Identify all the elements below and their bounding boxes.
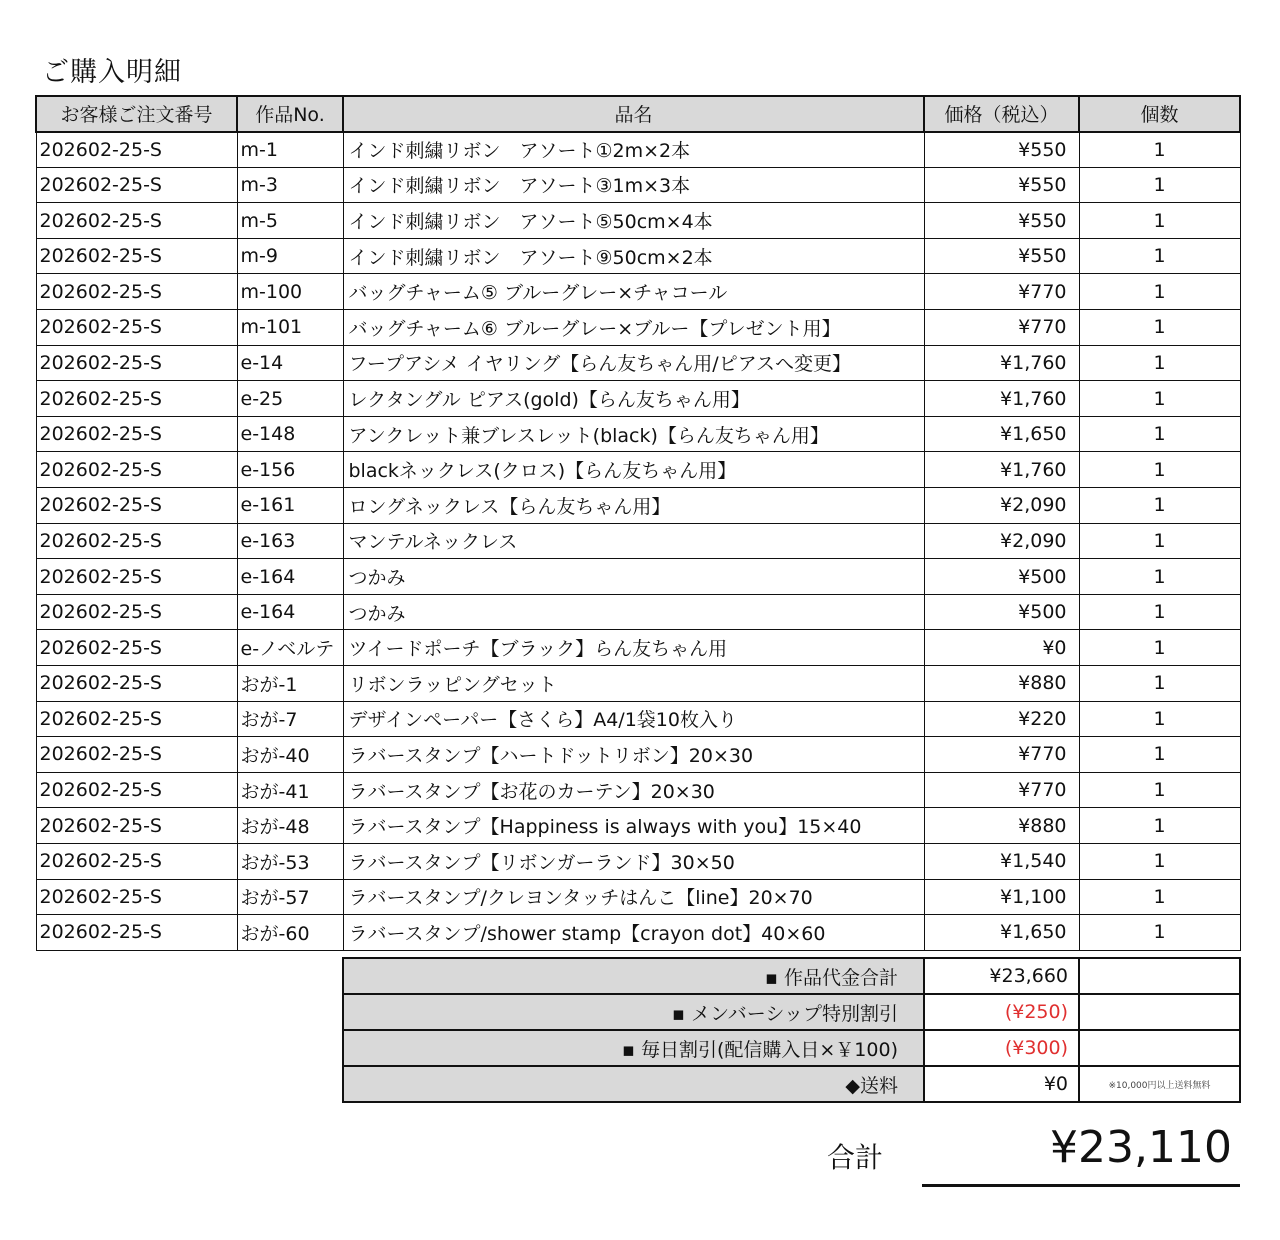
- shipping-label: ◆送料: [343, 1066, 924, 1102]
- cell-item-no: e-163: [237, 523, 343, 559]
- cell-price: ¥1,100: [924, 879, 1079, 915]
- cell-item-name: マンテルネックレス: [343, 523, 924, 559]
- cell-price: ¥1,650: [924, 416, 1079, 452]
- cell-item-name: デザインペーパー【さくら】A4/1袋10枚入り: [343, 701, 924, 737]
- cell-item-name: ラバースタンプ【リボンガーランド】30×50: [343, 843, 924, 879]
- table-row: [36, 381, 1240, 417]
- table-row: [36, 167, 1240, 203]
- cell-item-no: e-ノベルテ: [237, 630, 343, 666]
- total-underline: [922, 1184, 1240, 1187]
- cell-item-no: m-100: [237, 274, 343, 310]
- cell-price: ¥770: [924, 772, 1079, 808]
- cell-price: ¥0: [924, 630, 1079, 666]
- cell-item-name: インド刺繍リボン アソート⑨50cm×2本: [343, 238, 924, 274]
- subtotal-row: [343, 958, 1240, 994]
- cell-item-no: おが-40: [237, 737, 343, 773]
- header-order-number: お客様ご注文番号: [36, 96, 237, 132]
- cell-quantity: 1: [1079, 381, 1240, 417]
- cell-quantity: 1: [1079, 416, 1240, 452]
- table-row: [36, 488, 1240, 524]
- cell-price: ¥770: [924, 274, 1079, 310]
- cell-order-number: 202602-25-S: [36, 203, 237, 239]
- cell-price: ¥1,540: [924, 843, 1079, 879]
- table-row: [36, 915, 1240, 951]
- cell-item-no: m-101: [237, 310, 343, 346]
- table-row: [36, 416, 1240, 452]
- table-row: [36, 310, 1240, 346]
- table-row: [36, 772, 1240, 808]
- cell-quantity: 1: [1079, 238, 1240, 274]
- cell-quantity: 1: [1079, 274, 1240, 310]
- cell-price: ¥770: [924, 310, 1079, 346]
- subtotal-empty-cell: [1079, 958, 1240, 994]
- cell-item-no: m-1: [237, 132, 343, 168]
- header-quantity: 個数: [1079, 96, 1240, 132]
- cell-price: ¥1,760: [924, 345, 1079, 381]
- table-row: [36, 274, 1240, 310]
- cell-quantity: 1: [1079, 488, 1240, 524]
- cell-quantity: 1: [1079, 310, 1240, 346]
- cell-quantity: 1: [1079, 345, 1240, 381]
- cell-item-no: おが-7: [237, 701, 343, 737]
- daily-discount-label: ▪ 毎日割引(配信購入日×￥100): [343, 1030, 924, 1066]
- cell-quantity: 1: [1079, 594, 1240, 630]
- table-row: [36, 630, 1240, 666]
- table-row: [36, 559, 1240, 595]
- page-title: ご購入明細: [42, 57, 182, 88]
- cell-quantity: 1: [1079, 630, 1240, 666]
- cell-item-no: おが-60: [237, 915, 343, 951]
- cell-order-number: 202602-25-S: [36, 594, 237, 630]
- cell-price: ¥550: [924, 238, 1079, 274]
- cell-item-name: ツイードポーチ【ブラック】らん友ちゃん用: [343, 630, 924, 666]
- cell-item-no: おが-57: [237, 879, 343, 915]
- table-row: [36, 737, 1240, 773]
- table-row: [36, 594, 1240, 630]
- table-row: [36, 808, 1240, 844]
- cell-item-name: レクタングル ピアス(gold)【らん友ちゃん用】: [343, 381, 924, 417]
- shipping-value: ¥0: [924, 1066, 1079, 1102]
- cell-order-number: 202602-25-S: [36, 559, 237, 595]
- cell-item-no: e-164: [237, 594, 343, 630]
- cell-order-number: 202602-25-S: [36, 666, 237, 702]
- daily-discount-value: (¥300): [924, 1030, 1079, 1066]
- cell-item-no: m-9: [237, 238, 343, 274]
- cell-item-no: e-164: [237, 559, 343, 595]
- cell-item-no: e-148: [237, 416, 343, 452]
- cell-order-number: 202602-25-S: [36, 310, 237, 346]
- header-item-name: 品名: [343, 96, 924, 132]
- table-header-row: [36, 96, 1240, 132]
- cell-order-number: 202602-25-S: [36, 345, 237, 381]
- cell-order-number: 202602-25-S: [36, 452, 237, 488]
- cell-price: ¥2,090: [924, 523, 1079, 559]
- cell-price: ¥770: [924, 737, 1079, 773]
- header-price: 価格（税込）: [924, 96, 1079, 132]
- total-value: ¥23,110: [1050, 1122, 1232, 1173]
- cell-order-number: 202602-25-S: [36, 274, 237, 310]
- cell-item-no: おが-41: [237, 772, 343, 808]
- daily-discount-empty-cell: [1079, 1030, 1240, 1066]
- cell-order-number: 202602-25-S: [36, 416, 237, 452]
- cell-price: ¥500: [924, 594, 1079, 630]
- cell-price: ¥550: [924, 132, 1079, 168]
- header-item-no: 作品No.: [237, 96, 343, 132]
- cell-order-number: 202602-25-S: [36, 167, 237, 203]
- daily-discount-row: [343, 1030, 1240, 1066]
- cell-item-name: blackネックレス(クロス)【らん友ちゃん用】: [343, 452, 924, 488]
- cell-price: ¥2,090: [924, 488, 1079, 524]
- cell-item-no: m-3: [237, 167, 343, 203]
- cell-item-name: ラバースタンプ【お花のカーテン】20×30: [343, 772, 924, 808]
- cell-item-name: ラバースタンプ/shower stamp【crayon dot】40×60: [343, 915, 924, 951]
- cell-price: ¥1,760: [924, 452, 1079, 488]
- table-row: [36, 203, 1240, 239]
- summary-table: [342, 957, 1241, 1103]
- table-row: [36, 238, 1240, 274]
- table-row: [36, 843, 1240, 879]
- shipping-row: [343, 1066, 1240, 1102]
- cell-item-name: インド刺繍リボン アソート⑤50cm×4本: [343, 203, 924, 239]
- cell-item-no: e-14: [237, 345, 343, 381]
- table-row: [36, 452, 1240, 488]
- cell-price: ¥1,650: [924, 915, 1079, 951]
- cell-order-number: 202602-25-S: [36, 737, 237, 773]
- cell-item-no: m-5: [237, 203, 343, 239]
- cell-order-number: 202602-25-S: [36, 701, 237, 737]
- cell-order-number: 202602-25-S: [36, 808, 237, 844]
- cell-item-name: ラバースタンプ【ハートドットリボン】20×30: [343, 737, 924, 773]
- cell-item-name: インド刺繍リボン アソート①2m×2本: [343, 132, 924, 168]
- member-discount-value: (¥250): [924, 994, 1079, 1030]
- cell-item-no: e-25: [237, 381, 343, 417]
- cell-quantity: 1: [1079, 452, 1240, 488]
- shipping-note: ※10,000円以上送料無料: [1079, 1066, 1240, 1102]
- total-label: 合計: [827, 1141, 884, 1174]
- cell-quantity: 1: [1079, 772, 1240, 808]
- cell-order-number: 202602-25-S: [36, 879, 237, 915]
- cell-order-number: 202602-25-S: [36, 381, 237, 417]
- cell-quantity: 1: [1079, 559, 1240, 595]
- cell-quantity: 1: [1079, 808, 1240, 844]
- cell-order-number: 202602-25-S: [36, 915, 237, 951]
- subtotal-value: ¥23,660: [924, 958, 1079, 994]
- subtotal-label: ▪ 作品代金合計: [343, 958, 924, 994]
- cell-quantity: 1: [1079, 843, 1240, 879]
- cell-item-no: e-161: [237, 488, 343, 524]
- cell-price: ¥880: [924, 808, 1079, 844]
- cell-quantity: 1: [1079, 132, 1240, 168]
- cell-item-name: つかみ: [343, 559, 924, 595]
- table-row: [36, 701, 1240, 737]
- cell-quantity: 1: [1079, 523, 1240, 559]
- cell-item-name: アンクレット兼ブレスレット(black)【らん友ちゃん用】: [343, 416, 924, 452]
- table-row: [36, 879, 1240, 915]
- cell-order-number: 202602-25-S: [36, 772, 237, 808]
- order-items-table: [35, 95, 1241, 951]
- cell-order-number: 202602-25-S: [36, 132, 237, 168]
- cell-quantity: 1: [1079, 915, 1240, 951]
- table-row: [36, 666, 1240, 702]
- cell-price: ¥880: [924, 666, 1079, 702]
- cell-item-no: おが-1: [237, 666, 343, 702]
- cell-order-number: 202602-25-S: [36, 523, 237, 559]
- table-row: [36, 523, 1240, 559]
- member-discount-row: [343, 994, 1240, 1030]
- cell-quantity: 1: [1079, 737, 1240, 773]
- cell-quantity: 1: [1079, 666, 1240, 702]
- cell-order-number: 202602-25-S: [36, 238, 237, 274]
- cell-price: ¥550: [924, 203, 1079, 239]
- cell-quantity: 1: [1079, 167, 1240, 203]
- table-row: [36, 132, 1240, 168]
- cell-order-number: 202602-25-S: [36, 488, 237, 524]
- cell-item-name: バッグチャーム⑤ ブルーグレー×チャコール: [343, 274, 924, 310]
- table-row: [36, 345, 1240, 381]
- cell-item-name: ラバースタンプ/クレヨンタッチはんこ【line】20×70: [343, 879, 924, 915]
- cell-order-number: 202602-25-S: [36, 630, 237, 666]
- cell-item-name: つかみ: [343, 594, 924, 630]
- cell-item-no: e-156: [237, 452, 343, 488]
- cell-price: ¥220: [924, 701, 1079, 737]
- cell-item-name: リボンラッピングセット: [343, 666, 924, 702]
- cell-quantity: 1: [1079, 203, 1240, 239]
- cell-price: ¥500: [924, 559, 1079, 595]
- cell-item-name: バッグチャーム⑥ ブルーグレー×ブルー【プレゼント用】: [343, 310, 924, 346]
- cell-order-number: 202602-25-S: [36, 843, 237, 879]
- cell-price: ¥550: [924, 167, 1079, 203]
- member-discount-label: ▪ メンバーシップ特別割引: [343, 994, 924, 1030]
- cell-item-name: ロングネックレス【らん友ちゃん用】: [343, 488, 924, 524]
- member-discount-empty-cell: [1079, 994, 1240, 1030]
- item-rows: [36, 132, 1240, 951]
- cell-item-name: ラバースタンプ【Happiness is always with you】15×40: [343, 808, 924, 844]
- cell-quantity: 1: [1079, 701, 1240, 737]
- cell-item-no: おが-53: [237, 843, 343, 879]
- cell-item-name: インド刺繍リボン アソート③1m×3本: [343, 167, 924, 203]
- cell-price: ¥1,760: [924, 381, 1079, 417]
- cell-item-no: おが-48: [237, 808, 343, 844]
- cell-quantity: 1: [1079, 879, 1240, 915]
- cell-item-name: フープアシメ イヤリング【らん友ちゃん用/ピアスへ変更】: [343, 345, 924, 381]
